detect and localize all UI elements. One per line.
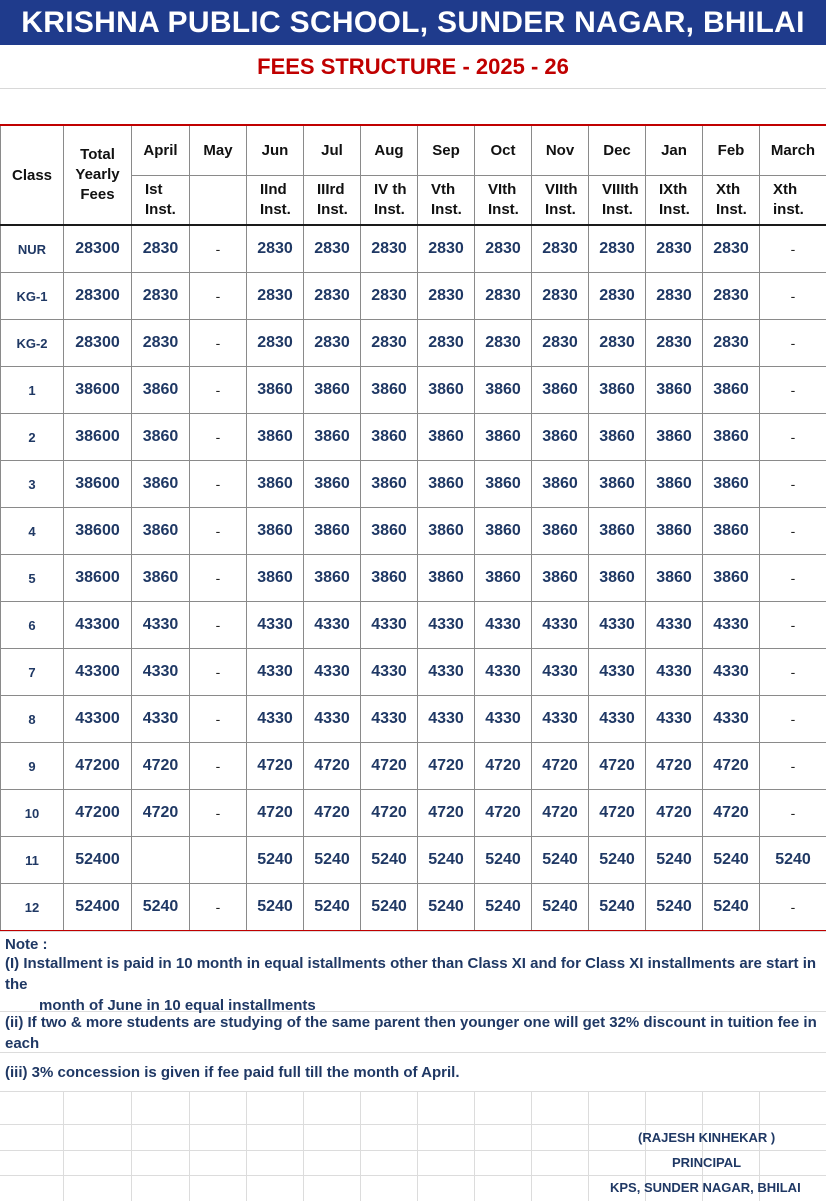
installment-cell: 4720 (532, 790, 589, 837)
table-row (1, 790, 826, 837)
note-2: (ii) If two & more students are studying of the same parent then younger one will get 32% discount in tuition fee in each (5, 1014, 817, 1052)
installment-cell: 4330 (532, 602, 589, 649)
installment-cell: 3860 (247, 555, 304, 602)
installment-cell: 3860 (589, 367, 646, 414)
installment-cell: 4330 (304, 649, 361, 696)
installment-cell: 3860 (589, 555, 646, 602)
installment-cell: 3860 (361, 461, 418, 508)
installment-cell: 4330 (132, 649, 190, 696)
installment-cell: 3860 (703, 414, 760, 461)
table-row (1, 649, 826, 696)
installment-cell: - (190, 461, 247, 508)
installment-cell: - (760, 696, 826, 743)
installment-cell: - (760, 649, 826, 696)
installment-cell: 3860 (247, 508, 304, 555)
installment-label: Xth inst. (760, 176, 826, 226)
installment-cell: 4330 (532, 649, 589, 696)
installment-cell: 4720 (304, 743, 361, 790)
installment-cell: 3860 (646, 367, 703, 414)
table-row (1, 555, 826, 602)
installment-cell: 4330 (247, 602, 304, 649)
installment-cell: 5240 (646, 884, 703, 932)
total-fees-cell: 38600 (64, 508, 132, 555)
installment-cell: 3860 (247, 367, 304, 414)
installment-cell: - (760, 884, 826, 932)
class-column-header: Class (1, 125, 64, 225)
class-cell: KG-1 (1, 273, 64, 320)
installment-cell: 3860 (532, 414, 589, 461)
installment-cell: 4330 (532, 696, 589, 743)
installment-cell: 3860 (532, 508, 589, 555)
total-fees-cell: 28300 (64, 273, 132, 320)
installment-cell: 4720 (418, 743, 475, 790)
installment-cell: - (760, 790, 826, 837)
installment-cell: 4720 (247, 743, 304, 790)
total-fees-cell: 43300 (64, 696, 132, 743)
installment-cell: 3860 (247, 461, 304, 508)
installment-cell: 5240 (589, 884, 646, 932)
installment-cell: 2830 (361, 273, 418, 320)
installment-cell: 4720 (361, 743, 418, 790)
installment-cell: - (760, 273, 826, 320)
installment-cell: - (190, 743, 247, 790)
installment-cell: 3860 (132, 508, 190, 555)
installment-cell: 3860 (361, 414, 418, 461)
installment-cell: 3860 (475, 414, 532, 461)
installment-cell: 3860 (418, 414, 475, 461)
installment-cell: 4330 (132, 696, 190, 743)
installment-cell: 4330 (247, 649, 304, 696)
installment-cell: 2830 (646, 320, 703, 367)
table-row (1, 837, 826, 884)
grid-line (246, 1091, 247, 1201)
class-cell: 10 (1, 790, 64, 837)
grid-line (63, 1091, 64, 1201)
installment-cell: 3860 (304, 414, 361, 461)
class-cell: 9 (1, 743, 64, 790)
table-row (1, 225, 826, 273)
installment-cell: 2830 (132, 320, 190, 367)
month-header-row (1, 125, 826, 176)
class-cell: 7 (1, 649, 64, 696)
installment-cell: 4330 (132, 602, 190, 649)
month-header-jun: Jun (247, 125, 304, 176)
class-cell: 12 (1, 884, 64, 932)
installment-cell: 5240 (247, 837, 304, 884)
installment-cell: 3860 (703, 508, 760, 555)
table-row (1, 320, 826, 367)
installment-cell: 5240 (589, 837, 646, 884)
installment-cell: - (190, 367, 247, 414)
grid-line (303, 1091, 304, 1201)
installment-cell: 2830 (646, 225, 703, 273)
installment-cell: 3860 (646, 555, 703, 602)
installment-cell: - (190, 602, 247, 649)
installment-cell: 3860 (361, 367, 418, 414)
installment-cell: 2830 (132, 225, 190, 273)
installment-cell: - (760, 555, 826, 602)
installment-cell: 2830 (418, 273, 475, 320)
installment-cell: 4720 (703, 790, 760, 837)
installment-cell: 4720 (646, 790, 703, 837)
installment-cell: 3860 (418, 555, 475, 602)
installment-cell: - (760, 743, 826, 790)
installment-cell: 2830 (304, 320, 361, 367)
installment-cell: 3860 (304, 461, 361, 508)
installment-cell: 3860 (703, 461, 760, 508)
installment-cell: 2830 (532, 225, 589, 273)
installment-cell: - (760, 367, 826, 414)
installment-cell: 3860 (304, 367, 361, 414)
grid-line (131, 1091, 132, 1201)
total-fees-cell: 28300 (64, 320, 132, 367)
installment-cell: - (760, 461, 826, 508)
installment-cell: 5240 (703, 837, 760, 884)
total-fees-cell: 38600 (64, 414, 132, 461)
installment-cell: 3860 (589, 461, 646, 508)
table-row (1, 367, 826, 414)
installment-cell: 4330 (418, 696, 475, 743)
installment-cell: 5240 (532, 837, 589, 884)
installment-cell: - (760, 225, 826, 273)
installment-cell: 4330 (703, 696, 760, 743)
installment-cell: 5240 (475, 884, 532, 932)
table-row (1, 273, 826, 320)
installment-cell: 2830 (361, 320, 418, 367)
installment-cell: 5240 (304, 837, 361, 884)
installment-cell: 4330 (703, 649, 760, 696)
installment-label: Ist Inst. (132, 176, 190, 226)
installment-cell: - (760, 508, 826, 555)
installment-label: VIth Inst. (475, 176, 532, 226)
installment-cell: - (760, 414, 826, 461)
school-name-banner (0, 0, 826, 45)
school-name: KRISHNA PUBLIC SCHOOL, SUNDER NAGAR, BHILAI (21, 5, 805, 39)
installment-cell: 3860 (132, 367, 190, 414)
installment-cell: 4330 (304, 696, 361, 743)
installment-cell: 4330 (361, 649, 418, 696)
installment-cell (132, 837, 190, 884)
installment-cell: 3860 (703, 555, 760, 602)
installment-cell: 4720 (589, 743, 646, 790)
installment-label: Xth Inst. (703, 176, 760, 226)
principal-name: (RAJESH KINHEKAR ) (638, 1130, 776, 1145)
installment-cell: 5240 (532, 884, 589, 932)
installment-cell: 4330 (703, 602, 760, 649)
installment-cell: 5240 (475, 837, 532, 884)
installment-cell: 4720 (475, 743, 532, 790)
month-header-jan: Jan (646, 125, 703, 176)
note-1 (5, 953, 821, 1013)
installment-cell: 3860 (532, 461, 589, 508)
installment-cell: 2830 (589, 273, 646, 320)
installment-cell: 3860 (589, 414, 646, 461)
installment-cell: - (190, 649, 247, 696)
installment-cell: 2830 (703, 273, 760, 320)
installment-cell: 2830 (304, 225, 361, 273)
total-fees-cell: 38600 (64, 555, 132, 602)
installment-cell: - (190, 884, 247, 932)
grid-line (531, 1091, 532, 1201)
table-row (1, 508, 826, 555)
installment-cell: 3860 (361, 555, 418, 602)
installment-cell: 3860 (304, 555, 361, 602)
installment-cell: 3860 (532, 367, 589, 414)
installment-cell: 2830 (703, 225, 760, 273)
installment-cell: 4720 (132, 790, 190, 837)
installment-cell: 2830 (418, 320, 475, 367)
installment-cell: 4330 (475, 649, 532, 696)
note-1-line-1: (I) Installment is paid in 10 month in equal istallments other than Class XI and for Class XI installments are start in the (5, 955, 817, 993)
grid-line (0, 931, 826, 932)
installment-cell: 4330 (589, 696, 646, 743)
month-header-dec: Dec (589, 125, 646, 176)
installment-cell: 4720 (475, 790, 532, 837)
installment-cell: 4330 (475, 696, 532, 743)
installment-label: Vth Inst. (418, 176, 475, 226)
installment-cell: - (190, 225, 247, 273)
installment-label: IXth Inst. (646, 176, 703, 226)
installment-cell: 4720 (589, 790, 646, 837)
installment-cell: 4330 (304, 602, 361, 649)
note-label: Note : (5, 936, 48, 953)
installment-cell: 3860 (646, 414, 703, 461)
class-cell: 4 (1, 508, 64, 555)
note-3: (iii) 3% concession is given if fee paid full till the month of April. (5, 1064, 460, 1081)
installment-cell: 2830 (589, 320, 646, 367)
installment-cell: 5240 (132, 884, 190, 932)
installment-cell: - (190, 696, 247, 743)
installment-cell: 5240 (418, 884, 475, 932)
table-row (1, 884, 826, 932)
installment-cell: 5240 (703, 884, 760, 932)
installment-cell: 3860 (475, 508, 532, 555)
installment-cell: 2830 (646, 273, 703, 320)
installment-cell: 4720 (247, 790, 304, 837)
installment-cell: 3860 (475, 555, 532, 602)
installment-cell: 2830 (703, 320, 760, 367)
total-fees-cell: 28300 (64, 225, 132, 273)
installment-cell: 5240 (646, 837, 703, 884)
installment-cell: - (760, 320, 826, 367)
installment-label: IIIrd Inst. (304, 176, 361, 226)
installment-cell: - (190, 508, 247, 555)
school-short-name: KPS, SUNDER NAGAR, BHILAI (610, 1180, 801, 1195)
installment-cell: 3860 (703, 367, 760, 414)
installment-cell: 3860 (532, 555, 589, 602)
installment-cell: 4720 (418, 790, 475, 837)
installment-cell: 5240 (247, 884, 304, 932)
installment-cell (190, 837, 247, 884)
installment-cell: 5240 (418, 837, 475, 884)
installment-cell: 4720 (132, 743, 190, 790)
installment-label: VIIIth Inst. (589, 176, 646, 226)
installment-cell: 2830 (132, 273, 190, 320)
installment-cell: 4330 (361, 696, 418, 743)
installment-cell: 4330 (589, 602, 646, 649)
table-row (1, 743, 826, 790)
fees-structure-heading (0, 45, 826, 89)
installment-cell: 2830 (589, 225, 646, 273)
installment-cell: 3860 (589, 508, 646, 555)
installment-cell: 4330 (418, 649, 475, 696)
month-header-jul: Jul (304, 125, 361, 176)
fees-structure-title: FEES STRUCTURE - 2025 - 26 (257, 53, 569, 79)
installment-cell: 5240 (760, 837, 826, 884)
installment-cell: - (190, 320, 247, 367)
installment-cell: 4720 (532, 743, 589, 790)
fees-table-body (1, 225, 826, 931)
installment-cell: 4330 (646, 602, 703, 649)
installment-cell: 3860 (304, 508, 361, 555)
total-fees-cell: 38600 (64, 367, 132, 414)
installment-cell: 3860 (646, 461, 703, 508)
month-header-aug: Aug (361, 125, 418, 176)
installment-label (190, 176, 247, 226)
installment-cell: 3860 (418, 367, 475, 414)
table-row (1, 461, 826, 508)
month-header-sep: Sep (418, 125, 475, 176)
installment-cell: 3860 (247, 414, 304, 461)
grid-line (189, 1091, 190, 1201)
installment-cell: - (190, 555, 247, 602)
installment-cell: 4330 (646, 649, 703, 696)
installment-label: IV th Inst. (361, 176, 418, 226)
fees-table (0, 124, 826, 932)
month-header-feb: Feb (703, 125, 760, 176)
installment-cell: 4720 (361, 790, 418, 837)
installment-cell: 3860 (646, 508, 703, 555)
installment-cell: 2830 (532, 273, 589, 320)
installment-cell: 4330 (418, 602, 475, 649)
installment-cell: 4330 (646, 696, 703, 743)
installment-label: VIIth Inst. (532, 176, 589, 226)
note-1-line-2: month of June in 10 equal installments (39, 997, 316, 1013)
installment-cell: 4330 (475, 602, 532, 649)
installment-cell: 3860 (418, 508, 475, 555)
installment-cell: 2830 (475, 320, 532, 367)
total-fees-cell: 43300 (64, 649, 132, 696)
grid-line (360, 1091, 361, 1201)
installment-label: IInd Inst. (247, 176, 304, 226)
installment-cell: 3860 (132, 461, 190, 508)
installment-cell: - (760, 602, 826, 649)
installment-cell: 3860 (132, 414, 190, 461)
installment-cell: 4720 (703, 743, 760, 790)
installment-cell: 2830 (247, 225, 304, 273)
month-header-nov: Nov (532, 125, 589, 176)
installment-cell: 4330 (589, 649, 646, 696)
total-fees-cell: 52400 (64, 837, 132, 884)
installment-cell: 4720 (304, 790, 361, 837)
grid-line (474, 1091, 475, 1201)
month-header-may: May (190, 125, 247, 176)
class-cell: KG-2 (1, 320, 64, 367)
installment-cell: 2830 (304, 273, 361, 320)
grid-line (417, 1091, 418, 1201)
installment-cell: 2830 (532, 320, 589, 367)
total-fees-cell: 47200 (64, 743, 132, 790)
installment-cell: 2830 (475, 225, 532, 273)
installment-cell: 3860 (132, 555, 190, 602)
class-cell: NUR (1, 225, 64, 273)
spacer-row (0, 89, 826, 125)
installment-cell: 4720 (646, 743, 703, 790)
total-fees-column-header: Total Yearly Fees (64, 125, 132, 225)
class-cell: 1 (1, 367, 64, 414)
class-cell: 8 (1, 696, 64, 743)
total-fees-cell: 38600 (64, 461, 132, 508)
total-fees-cell: 52400 (64, 884, 132, 932)
installment-cell: 4330 (247, 696, 304, 743)
installment-cell: 5240 (304, 884, 361, 932)
grid-line (588, 1091, 589, 1201)
installment-cell: 3860 (475, 461, 532, 508)
principal-title: PRINCIPAL (672, 1155, 742, 1170)
installment-cell: - (190, 790, 247, 837)
installment-cell: 2830 (418, 225, 475, 273)
total-fees-cell: 43300 (64, 602, 132, 649)
class-cell: 11 (1, 837, 64, 884)
installment-cell: 3860 (418, 461, 475, 508)
month-header-april: April (132, 125, 190, 176)
total-fees-cell: 47200 (64, 790, 132, 837)
month-header-oct: Oct (475, 125, 532, 176)
installment-cell: 2830 (247, 273, 304, 320)
class-cell: 5 (1, 555, 64, 602)
table-row (1, 696, 826, 743)
class-cell: 2 (1, 414, 64, 461)
installment-cell: 2830 (361, 225, 418, 273)
installment-cell: 5240 (361, 837, 418, 884)
table-row (1, 602, 826, 649)
month-header-march: March (760, 125, 826, 176)
class-cell: 3 (1, 461, 64, 508)
table-row (1, 414, 826, 461)
installment-cell: 2830 (475, 273, 532, 320)
class-cell: 6 (1, 602, 64, 649)
installment-cell: 5240 (361, 884, 418, 932)
installment-cell: 2830 (247, 320, 304, 367)
installment-cell: - (190, 273, 247, 320)
installment-cell: 3860 (475, 367, 532, 414)
installment-cell: - (190, 414, 247, 461)
installment-cell: 3860 (361, 508, 418, 555)
installment-cell: 4330 (361, 602, 418, 649)
